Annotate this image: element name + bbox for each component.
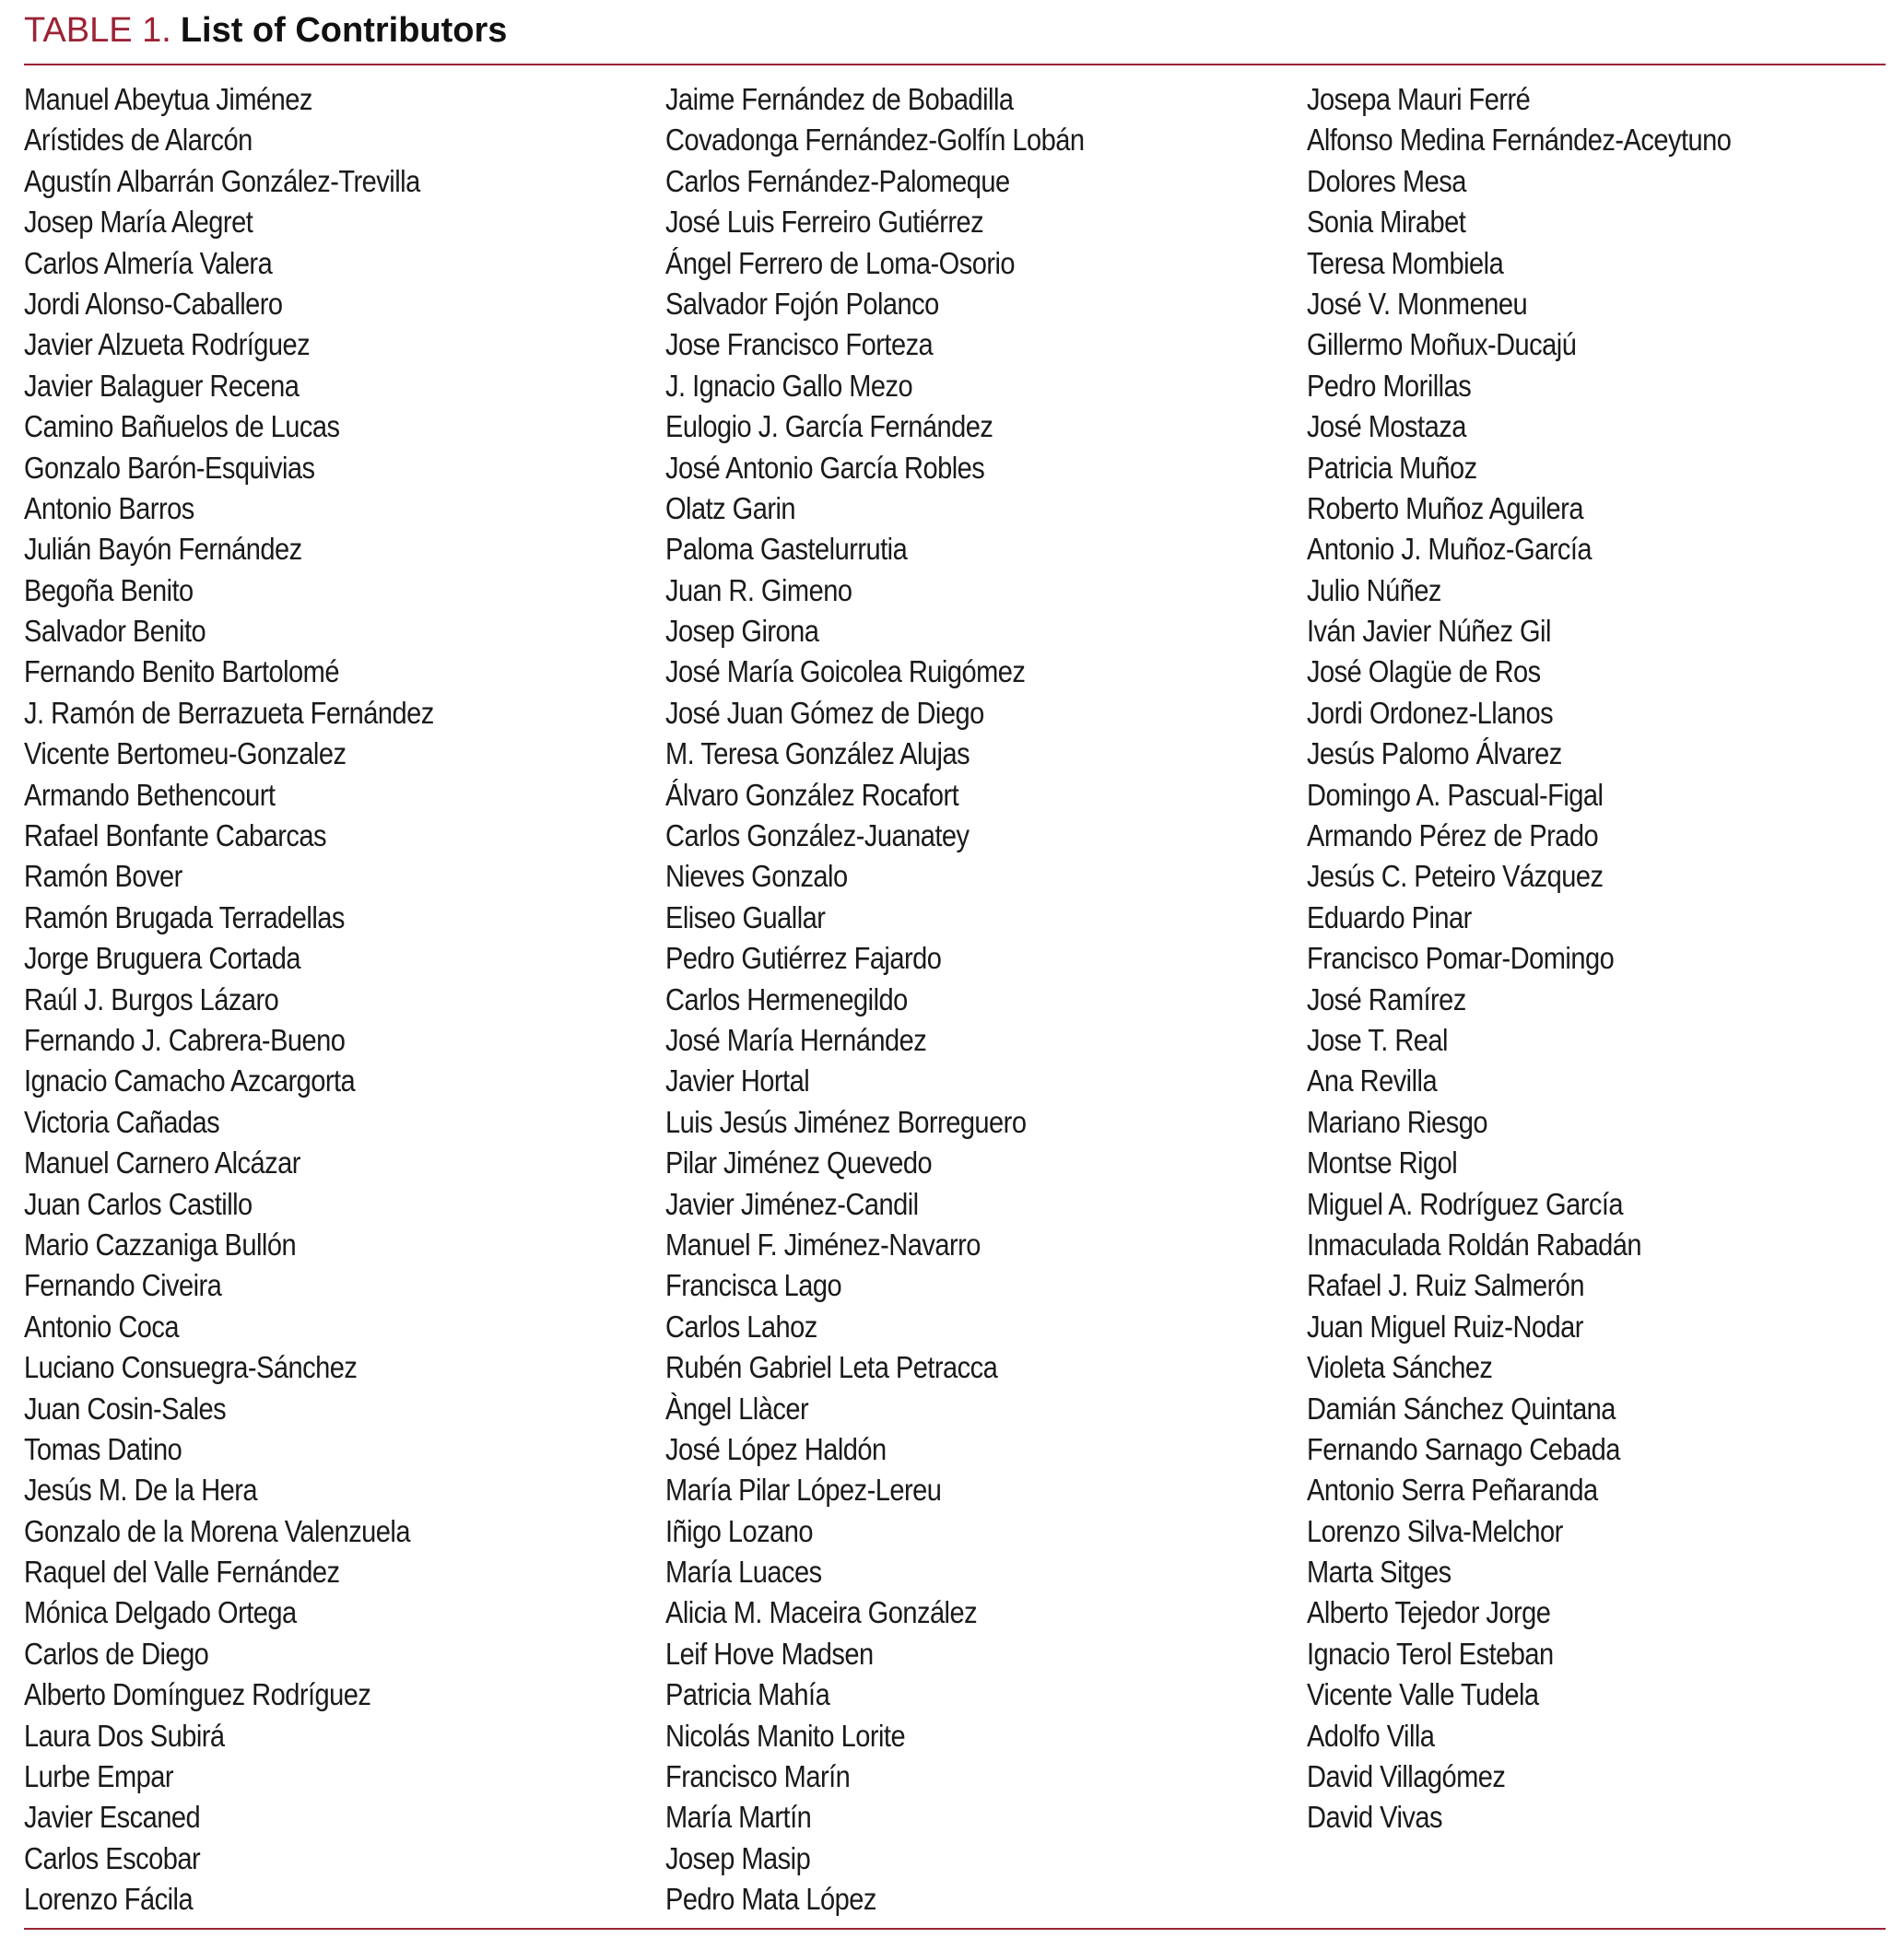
contributor-name: Antonio Coca xyxy=(24,1309,180,1344)
contributor-name: Vicente Bertomeu-Gonzalez xyxy=(24,736,347,771)
contributor-name: Eliseo Guallar xyxy=(665,899,826,934)
contributor-name: Gonzalo Barón-Esquivias xyxy=(24,450,315,485)
contributor-name: Julio Núñez xyxy=(1307,572,1441,607)
contributor-name: Lurbe Empar xyxy=(24,1759,174,1794)
contributors-column-1 xyxy=(24,79,489,1921)
contributor-name: Vicente Valle Tudela xyxy=(1307,1677,1539,1712)
contributor-name: José Antonio García Robles xyxy=(665,450,985,485)
contributor-name: Juan Cosin-Sales xyxy=(24,1391,227,1426)
contributor-name: Leif Hove Madsen xyxy=(665,1636,874,1671)
contributor-name: Jose T. Real xyxy=(1307,1022,1448,1057)
contributor-name: José Mostaza xyxy=(1307,409,1466,444)
contributor-name: Salvador Fojón Polanco xyxy=(665,286,939,321)
contributor-name: Carlos de Diego xyxy=(24,1636,209,1671)
contributor-name: Carlos Lahoz xyxy=(665,1309,817,1344)
contributor-name: Montse Rigol xyxy=(1307,1145,1458,1181)
contributor-name: Ángel Ferrero de Loma-Osorio xyxy=(665,245,1016,280)
contributor-name: Damián Sánchez Quintana xyxy=(1307,1391,1616,1426)
contributor-name: Rafael J. Ruiz Salmerón xyxy=(1307,1268,1584,1303)
contributor-name: Alberto Domínguez Rodríguez xyxy=(24,1677,371,1712)
contributors-column-3 xyxy=(1307,79,1789,1838)
contributor-name: Lorenzo Silva-Melchor xyxy=(1307,1513,1563,1548)
contributor-name: María Martín xyxy=(665,1800,812,1835)
contributor-name: Carlos Hermenegildo xyxy=(665,981,908,1016)
contributor-name: Jaime Fernández de Bobadilla xyxy=(665,82,1014,116)
contributor-name: Marta Sitges xyxy=(1307,1555,1452,1590)
contributor-name: M. Teresa González Alujas xyxy=(665,736,970,771)
contributor-name: José López Haldón xyxy=(665,1431,887,1466)
contributor-name: David Villagómez xyxy=(1307,1759,1506,1794)
contributor-name: Dolores Mesa xyxy=(1307,163,1466,198)
contributor-name: María Pilar López-Lereu xyxy=(665,1473,942,1508)
table-caption xyxy=(24,6,507,55)
contributor-name: Ramón Brugada Terradellas xyxy=(24,899,345,934)
contributor-name: Antonio Serra Peñaranda xyxy=(1307,1473,1598,1508)
contributor-name: Manuel F. Jiménez-Navarro xyxy=(665,1227,981,1262)
contributor-name: Juan Miguel Ruiz-Nodar xyxy=(1307,1309,1583,1344)
contributor-name: Agustín Albarrán González-Trevilla xyxy=(24,163,420,198)
contributor-name: Francisco Marín xyxy=(665,1759,851,1794)
contributor-name: Pedro Mata López xyxy=(665,1882,876,1917)
table-title: List of Contributors xyxy=(180,11,508,50)
contributor-name: Nicolás Manito Lorite xyxy=(665,1718,906,1753)
contributor-name: José Olagüe de Ros xyxy=(1307,654,1541,689)
contributor-name: Begoña Benito xyxy=(24,572,194,607)
contributor-name: Juan Carlos Castillo xyxy=(24,1186,253,1221)
contributor-name: Eduardo Pinar xyxy=(1307,899,1472,934)
contributor-name: Victoria Cañadas xyxy=(24,1104,220,1139)
contributor-name: Miguel A. Rodríguez García xyxy=(1307,1186,1623,1221)
contributor-name: Jesús C. Peteiro Vázquez xyxy=(1307,859,1604,894)
contributor-name: Fernando J. Cabrera-Bueno xyxy=(24,1022,346,1057)
contributor-name: Raquel del Valle Fernández xyxy=(24,1555,340,1590)
contributor-name: Salvador Benito xyxy=(24,614,206,649)
contributor-name: Javier Escaned xyxy=(24,1800,201,1835)
contributor-name: Luis Jesús Jiménez Borreguero xyxy=(665,1104,1027,1139)
contributor-name: José Juan Gómez de Diego xyxy=(665,695,984,730)
contributor-name: Àngel Llàcer xyxy=(665,1391,809,1426)
contributor-name: Jose Francisco Forteza xyxy=(665,327,934,362)
contributor-name: Jordi Ordonez-Llanos xyxy=(1307,695,1554,730)
contributor-name: Alberto Tejedor Jorge xyxy=(1307,1595,1551,1630)
contributor-name: Francisco Pomar-Domingo xyxy=(1307,941,1615,976)
bottom-rule xyxy=(24,1928,1886,1930)
contributor-name: Roberto Muñoz Aguilera xyxy=(1307,490,1583,525)
contributor-name: Jorge Bruguera Cortada xyxy=(24,941,300,976)
contributor-name: José María Goicolea Ruigómez xyxy=(665,654,1026,689)
contributor-name: Francisca Lago xyxy=(665,1268,842,1303)
contributor-name: José Luis Ferreiro Gutiérrez xyxy=(665,205,984,240)
contributor-name: Alicia M. Maceira González xyxy=(665,1595,978,1630)
contributor-name: Armando Pérez de Prado xyxy=(1307,818,1599,853)
contributor-name: Sonia Mirabet xyxy=(1307,205,1466,240)
contributor-name: David Vivas xyxy=(1307,1800,1443,1835)
contributor-name: Jesús M. De la Hera xyxy=(24,1473,258,1508)
contributor-name: José María Hernández xyxy=(665,1022,927,1057)
top-rule xyxy=(24,64,1886,65)
contributor-name: Gonzalo de la Morena Valenzuela xyxy=(24,1513,410,1548)
contributor-name: Paloma Gastelurrutia xyxy=(665,532,908,567)
contributor-name: Carlos Fernández-Palomeque xyxy=(665,163,1010,198)
contributor-name: Teresa Mombiela xyxy=(1307,245,1504,280)
contributor-name: Carlos Almería Valera xyxy=(24,245,273,280)
contributor-name: Mariano Riesgo xyxy=(1307,1104,1487,1139)
contributor-name: Carlos González-Juanatey xyxy=(665,818,970,853)
contributor-name: Manuel Abeytua Jiménez xyxy=(24,82,312,116)
contributor-name: Pedro Morillas xyxy=(1307,368,1472,403)
contributor-name: Javier Jiménez-Candil xyxy=(665,1186,919,1221)
contributor-name: Ignacio Camacho Azcargorta xyxy=(24,1063,356,1098)
contributor-name: J. Ramón de Berrazueta Fernández xyxy=(24,695,434,730)
contributor-name: Alfonso Medina Fernández-Aceytuno xyxy=(1307,123,1732,158)
contributor-name: Pilar Jiménez Quevedo xyxy=(665,1145,933,1181)
contributor-name: Mónica Delgado Ortega xyxy=(24,1595,297,1630)
contributor-name: Antonio J. Muñoz-García xyxy=(1307,532,1593,567)
contributor-name: Armando Bethencourt xyxy=(24,777,276,812)
contributor-name: Iñigo Lozano xyxy=(665,1513,813,1548)
contributor-name: Arístides de Alarcón xyxy=(24,123,253,158)
contributor-name: María Luaces xyxy=(665,1555,822,1590)
contributor-name: Laura Dos Subirá xyxy=(24,1718,225,1753)
contributor-name: Ana Revilla xyxy=(1307,1063,1438,1098)
contributor-name: Gillermo Moñux-Ducajú xyxy=(1307,327,1577,362)
contributor-name: Nieves Gonzalo xyxy=(665,859,848,894)
contributor-name: Ignacio Terol Esteban xyxy=(1307,1636,1554,1671)
contributor-name: Lorenzo Fácila xyxy=(24,1882,194,1917)
contributor-name: Javier Balaguer Recena xyxy=(24,368,300,403)
contributor-name: Fernando Benito Bartolomé xyxy=(24,654,339,689)
contributor-name: Josep Masip xyxy=(665,1840,811,1875)
contributor-name: Adolfo Villa xyxy=(1307,1718,1435,1753)
contributor-name: José V. Monmeneu xyxy=(1307,286,1528,321)
contributor-name: Raúl J. Burgos Lázaro xyxy=(24,981,279,1016)
contributor-name: Patricia Muñoz xyxy=(1307,450,1477,485)
contributor-name: Manuel Carnero Alcázar xyxy=(24,1145,300,1181)
contributor-name: Josep María Alegret xyxy=(24,205,253,240)
contributor-name: Javier Hortal xyxy=(665,1063,810,1098)
contributor-name: Rubén Gabriel Leta Petracca xyxy=(665,1350,998,1385)
contributor-name: Josep Girona xyxy=(665,614,819,649)
contributor-name: Luciano Consuegra-Sánchez xyxy=(24,1350,358,1385)
contributor-name: Violeta Sánchez xyxy=(1307,1350,1493,1385)
contributor-name: Olatz Garin xyxy=(665,490,796,525)
contributors-column-2 xyxy=(665,79,1142,1921)
contributor-name: Domingo A. Pascual-Figal xyxy=(1307,777,1604,812)
contributor-name: Rafael Bonfante Cabarcas xyxy=(24,818,326,853)
contributor-name: Antonio Barros xyxy=(24,490,194,525)
contributor-name: Juan R. Gimeno xyxy=(665,572,852,607)
contributor-name: Eulogio J. García Fernández xyxy=(665,409,993,444)
table-label: TABLE 1. xyxy=(24,11,171,50)
contributor-name: Álvaro González Rocafort xyxy=(665,777,959,812)
contributor-name: Jordi Alonso-Caballero xyxy=(24,286,283,321)
contributor-name: Ramón Bover xyxy=(24,859,182,894)
contributor-name: Tomas Datino xyxy=(24,1431,182,1466)
contributor-name: Inmaculada Roldán Rabadán xyxy=(1307,1227,1641,1262)
contributor-name: Patricia Mahía xyxy=(665,1677,830,1712)
contributor-name: Carlos Escobar xyxy=(24,1840,201,1875)
contributor-name: Camino Bañuelos de Lucas xyxy=(24,409,340,444)
contributor-name: Pedro Gutiérrez Fajardo xyxy=(665,941,942,976)
contributor-name: Jesús Palomo Álvarez xyxy=(1307,736,1562,771)
contributor-name: J. Ignacio Gallo Mezo xyxy=(665,368,913,403)
contributor-name: Josepa Mauri Ferré xyxy=(1307,82,1531,116)
contributor-name: Fernando Civeira xyxy=(24,1268,222,1303)
contributor-name: José Ramírez xyxy=(1307,981,1466,1016)
contributor-name: Javier Alzueta Rodríguez xyxy=(24,327,311,362)
contributor-name: Iván Javier Núñez Gil xyxy=(1307,614,1551,649)
contributor-name: Julián Bayón Fernández xyxy=(24,532,302,567)
contributor-name: Fernando Sarnago Cebada xyxy=(1307,1431,1620,1466)
contributor-name: Covadonga Fernández-Golfín Lobán xyxy=(665,123,1085,158)
contributor-name: Mario Cazzaniga Bullón xyxy=(24,1227,297,1262)
